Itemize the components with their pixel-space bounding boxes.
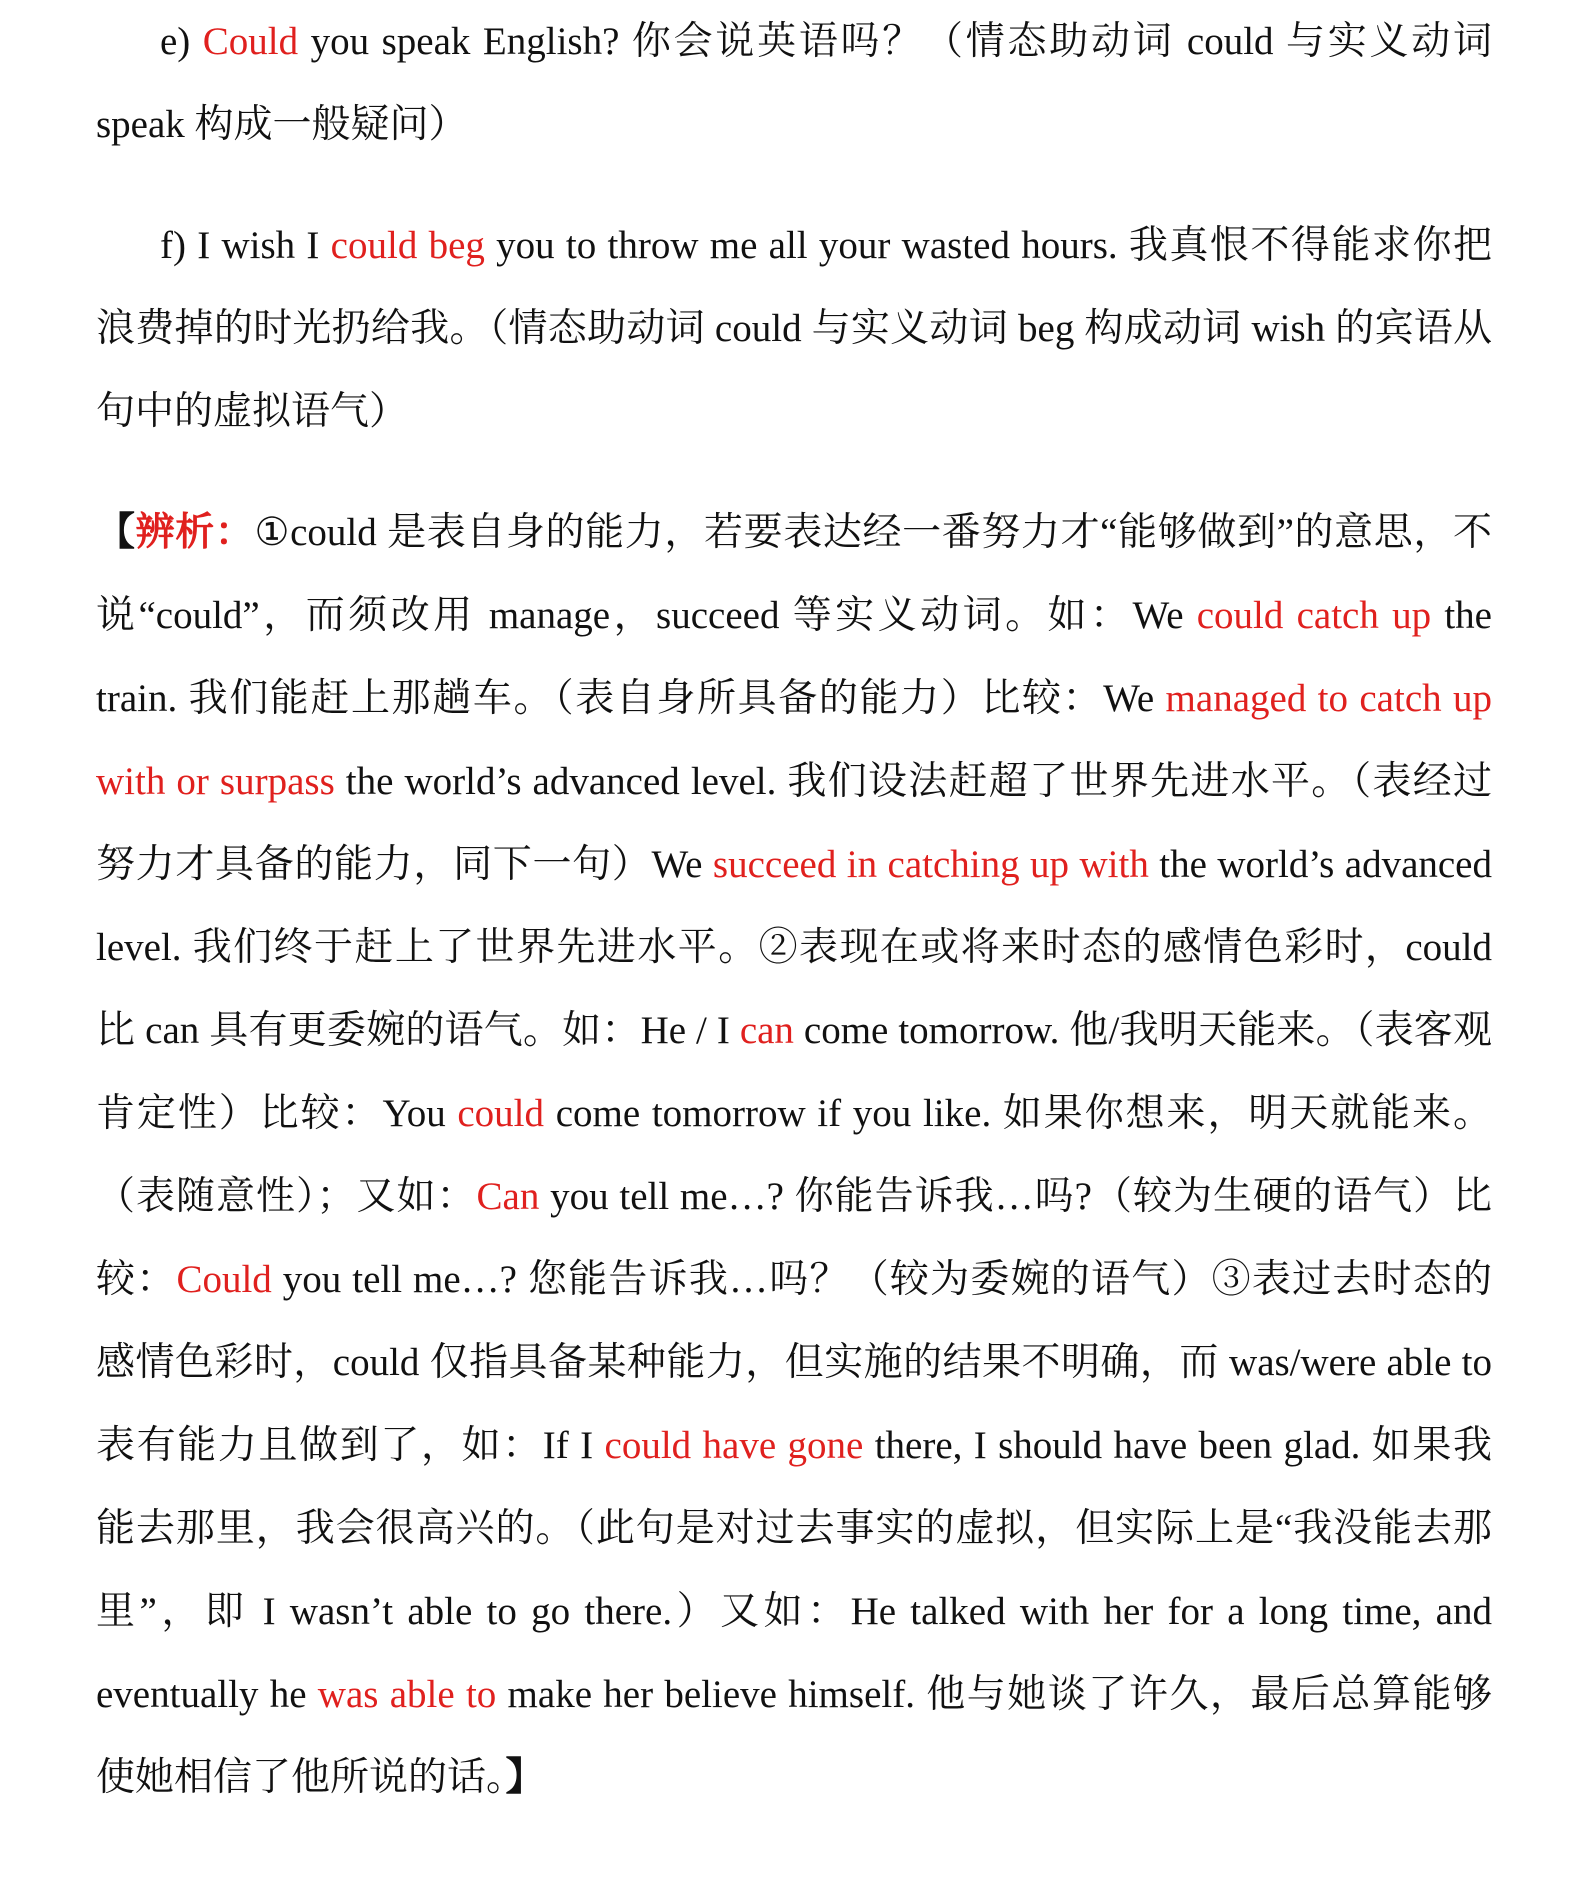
body-text: e) xyxy=(160,20,203,63)
highlighted-text: Could xyxy=(202,20,299,63)
body-text: there, I should have been glad. 如果我能去那里，我会很高兴的。（此句是对过去事实的虚拟，但实际上是“我没能去那里”，即 I wasn’t able to go there.）又如：He talked with her for a long time, and eventually he xyxy=(96,1424,1492,1716)
body-text: f) I wish I xyxy=(160,224,331,267)
highlighted-text: could have gone xyxy=(604,1424,864,1467)
paragraph-analysis xyxy=(96,491,1492,1819)
highlighted-text: succeed in catching up with xyxy=(712,843,1149,886)
highlighted-text: managed to catch up with or surpass xyxy=(96,677,1493,803)
highlighted-text: could beg xyxy=(330,224,485,267)
body-text: come tomorrow. 他/我明天能来。（表客观肯定性）比较：You xyxy=(96,1009,1492,1135)
body-text: ①could 是表自身的能力，若要表达经一番努力才“能够做到”的意思，不说“could”，而须改用 manage，succeed 等实义动词。如：We xyxy=(96,511,1492,637)
body-text: 【 xyxy=(96,511,136,554)
paragraph-example-f xyxy=(96,204,1492,453)
body-text: make her believe himself. 他与她谈了许久，最后总算能够使她相信了他所说的话。 xyxy=(96,1673,1492,1799)
highlighted-text: Could xyxy=(176,1258,272,1301)
highlighted-text: can xyxy=(739,1009,794,1052)
highlighted-text: was able to xyxy=(317,1673,497,1716)
body-text: 】 xyxy=(505,1756,545,1799)
highlighted-text: could xyxy=(457,1092,545,1135)
highlighted-text: could catch up xyxy=(1196,594,1432,637)
highlighted-text: Can xyxy=(476,1175,540,1218)
body-text: you tell me…? 您能告诉我…吗？（较为委婉的语气）③表过去时态的感情色彩时，could 仅指具备某种能力，但实施的结果不明确，而 was/were able to 表有能力且做到了，如：If I xyxy=(96,1258,1492,1467)
body-text: you speak English? 你会说英语吗？（情态助动词 could 与实义动词 speak 构成一般疑问） xyxy=(96,20,1492,146)
highlighted-text: 辨析： xyxy=(135,511,255,554)
body-text: the world’s advanced level. 我们终于赶上了世界先进水平。②表现在或将来时态的感情色彩时，could 比 can 具有更委婉的语气。如：He / I xyxy=(96,843,1492,1052)
body-text: the world’s advanced level. 我们设法赶超了世界先进水平。（表经过努力才具备的能力，同下一句）We xyxy=(96,760,1492,886)
body-text: the train. 我们能赶上那趟车。（表自身所具备的能力）比较：We xyxy=(96,594,1492,720)
body-text: you tell me…? 你能告诉我…吗?（较为生硬的语气）比较： xyxy=(96,1175,1492,1301)
body-text: come tomorrow if you like. 如果你想来，明天就能来。（表随意性）；又如： xyxy=(96,1092,1492,1218)
paragraph-example-e xyxy=(96,0,1492,166)
body-text: you to throw me all your wasted hours. 我真恨不得能求你把浪费掉的时光扔给我。（情态助动词 could 与实义动词 beg 构成动词 wish 的宾语从句中的虚拟语气） xyxy=(96,224,1492,433)
